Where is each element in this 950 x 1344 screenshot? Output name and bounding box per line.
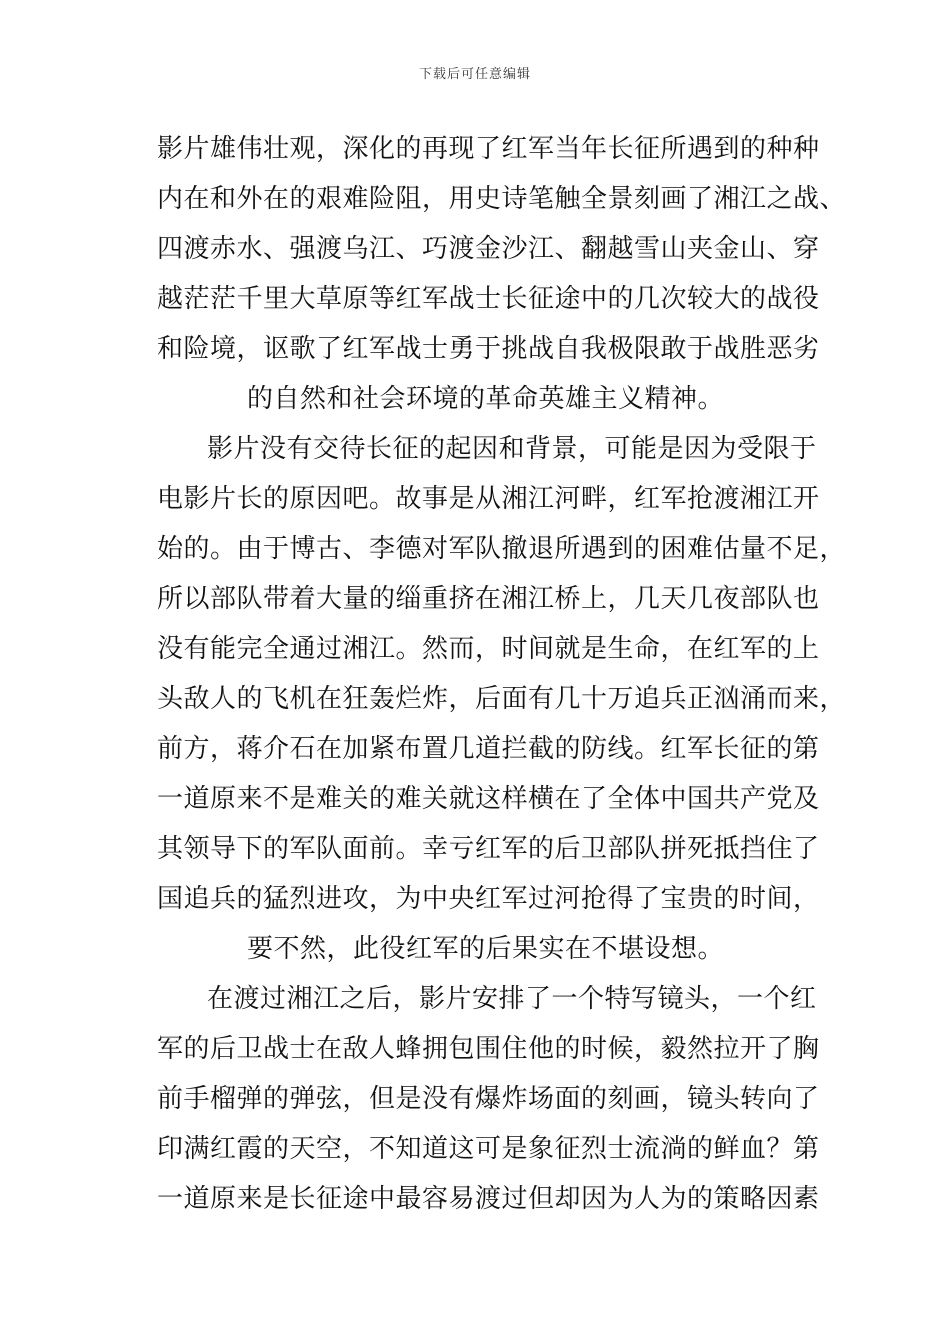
paragraph-line: 军的后卫战士在敌人蜂拥包围住他的时候，毅然拉开了胸: [157, 1034, 820, 1064]
paragraph-line: 印满红霞的天空，不知道这可是象征烈士流淌的鲜血？第: [157, 1134, 820, 1164]
paragraph-line: 其领导下的军队面前。幸亏红军的后卫部队拼死抵挡住了: [157, 834, 820, 864]
paragraph-line: 要不然，此役红军的后果实在不堪设想。: [247, 934, 725, 964]
paragraph-line: 一道原来不是难关的难关就这样横在了全体中国共产党及: [157, 784, 820, 814]
page-header: 下载后可任意编辑: [418, 67, 531, 82]
paragraph-line: 始的。由于博古、李德对军队撤退所遇到的困难估量不足，: [157, 534, 847, 564]
paragraph-line: 所以部队带着大量的缁重挤在湘江桥上，几天几夜部队也: [157, 584, 820, 614]
paragraph-line: 在渡过湘江之后，影片安排了一个特写镜头，一个红: [207, 984, 817, 1014]
paragraph-line: 内在和外在的艰难险阻，用史诗笔触全景刻画了湘江之战、: [157, 184, 847, 214]
paragraph-line: 越茫茫千里大草原等红军战士长征途中的几次较大的战役: [157, 284, 820, 314]
paragraph-line: 头敌人的飞机在狂轰烂炸，后面有几十万追兵正汹涌而来，: [157, 684, 847, 714]
paragraph-line: 影片没有交待长征的起因和背景，可能是因为受限于: [207, 434, 817, 464]
paragraph-line: 影片雄伟壮观，深化的再现了红军当年长征所遇到的种种: [157, 134, 820, 164]
paragraph-line: 四渡赤水、强渡乌江、巧渡金沙江、翻越雪山夹金山、穿: [157, 234, 820, 264]
paragraph-line: 和险境，讴歌了红军战士勇于挑战自我极限敢于战胜恶劣: [157, 334, 820, 364]
paragraph-line: 前方，蒋介石在加紧布置几道拦截的防线。红军长征的第: [157, 734, 820, 764]
paragraph-line: 前手榴弹的弹弦，但是没有爆炸场面的刻画，镜头转向了: [157, 1084, 820, 1114]
paragraph-line: 一道原来是长征途中最容易渡过但却因为人为的策略因素: [157, 1184, 820, 1214]
paragraph-line: 电影片长的原因吧。故事是从湘江河畔，红军抢渡湘江开: [157, 484, 820, 514]
paragraph-line: 国追兵的猛烈进攻，为中央红军过河抢得了宝贵的时间，: [157, 884, 820, 914]
paragraph-line: 的自然和社会环境的革命英雄主义精神。: [247, 384, 725, 414]
paragraph-line: 没有能完全通过湘江。然而，时间就是生命，在红军的上: [157, 634, 820, 664]
